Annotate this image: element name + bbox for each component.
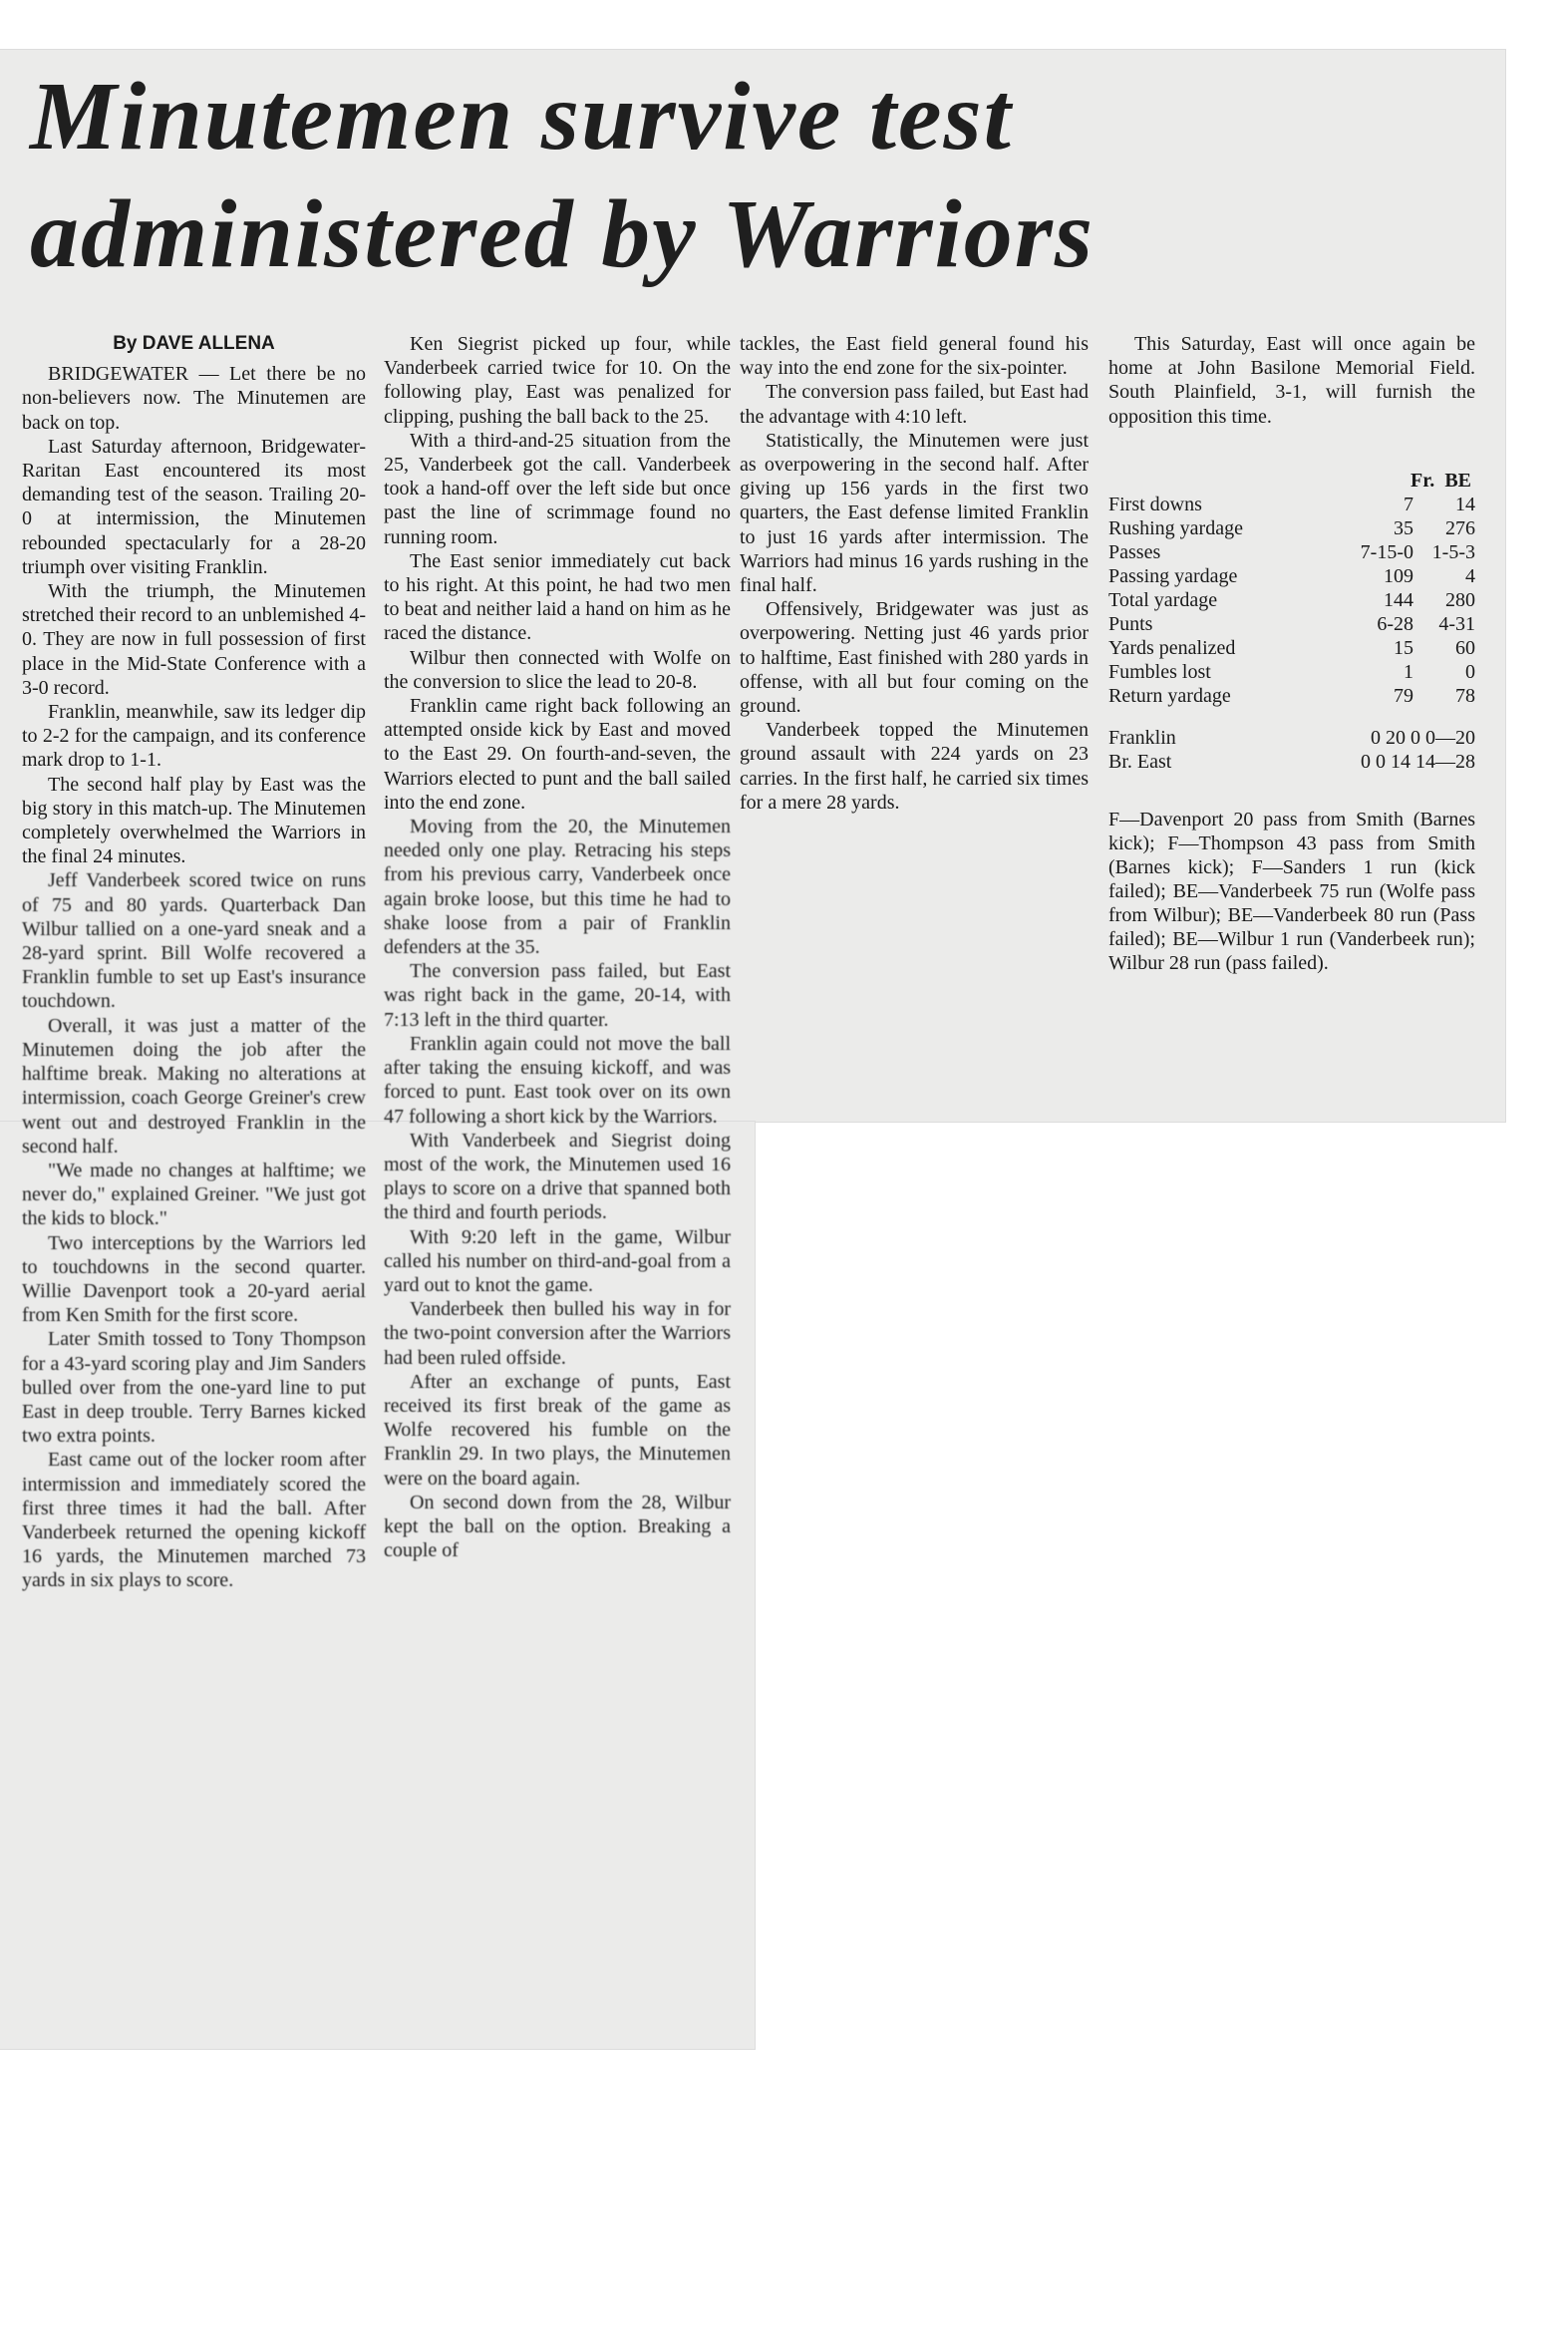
- paragraph: The conversion pass failed, but East was right back in the game, 20-14, with 7:13 left in the third quarter.: [384, 960, 731, 1031]
- paragraph: Franklin again could not move the ball after taking the ensuing kickoff, and was forced to punt. East took over on its own 47 following a short kick by the Warriors.: [384, 1032, 731, 1128]
- stat-row: [1108, 516, 1475, 540]
- linescore-team: Franklin: [1108, 727, 1176, 749]
- article-column-4: [1108, 332, 1475, 429]
- paragraph: The second half play by East was the big story in this match-up. The Minutemen completely overwhelmed the Warriors in the final 24 minutes.: [22, 773, 366, 868]
- paragraph: Vanderbeek then bulled his way in for the two-point conversion after the Warriors had been ruled offside.: [384, 1298, 731, 1369]
- paragraph: BRIDGEWATER — Let there be no non-believers now. The Minutemen are back on top.: [22, 363, 366, 434]
- paragraph: On second down from the 28, Wilbur kept the ball on the option. Breaking a couple of: [384, 1491, 731, 1562]
- paragraph: tackles, the East field general found his way into the end zone for the six-pointer.: [740, 333, 1089, 380]
- paragraph: Franklin, meanwhile, saw its ledger dip to 2-2 for the campaign, and its conference mark drop to 1-1.: [22, 701, 366, 772]
- stat-franklin: 144: [1384, 589, 1413, 611]
- stat-be: 276: [1445, 517, 1475, 539]
- stat-row: [1108, 612, 1475, 636]
- stat-label: Yards penalized: [1108, 637, 1236, 659]
- article-column-1: [22, 332, 366, 1593]
- paragraph: The East senior immediately cut back to his right. At this point, he had two men to beat and neither laid a hand on him as he raced the distance.: [384, 549, 731, 645]
- stat-be: 0: [1465, 661, 1475, 683]
- paragraph: Jeff Vanderbeek scored twice on runs of 75 and 80 yards. Quarterback Dan Wilbur tallied on a one-yard sneak and a 28-yard sprint. Bill Wolfe recovered a Franklin fumble to set up East's insurance touchdown.: [22, 869, 366, 1013]
- stat-row: [1108, 684, 1475, 708]
- linescore-score: 0 20 0 0—20: [1371, 727, 1475, 749]
- stat-franklin: 15: [1394, 637, 1413, 659]
- stat-franklin: 109: [1384, 565, 1413, 587]
- paragraph: After an exchange of punts, East received its first break of the game as Wolfe recovered his fumble on the Franklin 29. In two plays, the Minutemen were on the board again.: [384, 1370, 731, 1490]
- byline: By DAVE ALLENA: [113, 333, 275, 354]
- paragraph: Two interceptions by the Warriors led to touchdowns in the second quarter. Willie Davenport took a 20-yard aerial from Ken Smith for the first score.: [22, 1231, 366, 1327]
- stats-header-franklin: Fr.: [1411, 470, 1435, 492]
- paragraph: Offensively, Bridgewater was just as overpowering. Netting just 46 yards prior to halftime, East finished with 280 yards in offense, with all but four coming on the ground.: [740, 598, 1089, 718]
- paragraph: With a third-and-25 situation from the 25, Vanderbeek got the call. Vanderbeek took a hand-off over the left side but once past the line of scrimmage found no running room.: [384, 429, 731, 548]
- article-column-2: [384, 332, 731, 1562]
- linescore-team: Br. East: [1108, 751, 1172, 773]
- stat-label: Rushing yardage: [1108, 517, 1243, 539]
- stat-franklin: 7: [1404, 494, 1413, 515]
- stat-franklin: 6-28: [1377, 613, 1413, 635]
- stat-franklin: 35: [1394, 517, 1413, 539]
- paragraph: Statistically, the Minutemen were just as overpowering in the second half. After giving up 156 yards in the first two quarters, the East defense limited Franklin to just 16 yards after intermission. The Warriors had minus 16 yards rushing in the final half.: [740, 429, 1089, 597]
- paragraph: Last Saturday afternoon, Bridgewater-Raritan East encountered its most demanding test of the season. Trailing 20-0 at intermission, the Minutemen rebounded spectacularly for a 28-20 triumph over visiting Franklin.: [22, 435, 366, 578]
- stat-row: [1108, 564, 1475, 588]
- stat-label: Fumbles lost: [1108, 661, 1211, 683]
- stat-row: [1108, 588, 1475, 612]
- stat-label: Passing yardage: [1108, 565, 1238, 587]
- paragraph: Later Smith tossed to Tony Thompson for a 43-yard scoring play and Jim Sanders bulled over from the one-yard line to put East in deep trouble. Terry Barnes kicked two extra points.: [22, 1328, 366, 1448]
- stat-be: 1-5-3: [1431, 541, 1475, 563]
- stat-row: [1108, 636, 1475, 660]
- stat-be: 78: [1455, 685, 1475, 707]
- paragraph: With Vanderbeek and Siegrist doing most of the work, the Minutemen used 16 plays to score on a drive that spanned both the third and fourth periods.: [384, 1129, 731, 1224]
- paragraph: Moving from the 20, the Minutemen needed only one play. Retracing his steps from his previous carry, Vanderbeek once again broke loose, but this time he had to shake loose from a pair of Franklin defenders at the 35.: [384, 816, 731, 959]
- stats-header-be: BE: [1444, 470, 1471, 492]
- paragraph: Overall, it was just a matter of the Minutemen doing the job after the halftime break. Making no alterations at intermission, coach George Greiner's crew went out and destroyed Franklin in the second half.: [22, 1014, 366, 1158]
- stat-franklin: 79: [1394, 685, 1413, 707]
- scoring-summary: F—Davenport 20 pass from Smith (Barnes kick); F—Thompson 43 pass from Smith (Barnes kick); F—Sanders 1 run (kick failed); BE—Vanderbeek 75 run (Wolfe pass from Wilbur); BE—Vanderbeek 80 run (Pass failed); BE—Wilbur 1 run (Vanderbeek run); Wilbur 28 run (pass failed).: [1108, 809, 1475, 974]
- paragraph: Ken Siegrist picked up four, while Vanderbeek carried twice for 10. On the following play, East was penalized for clipping, pushing the ball back to the 25.: [384, 333, 731, 428]
- paragraph: "We made no changes at halftime; we never do," explained Greiner. "We just got the kids to block.": [22, 1159, 366, 1230]
- paragraph: With 9:20 left in the game, Wilbur called his number on third-and-goal from a yard out to knot the game.: [384, 1225, 731, 1296]
- article-column-3: [740, 332, 1089, 815]
- stat-row: [1108, 660, 1475, 684]
- stat-be: 4-31: [1438, 613, 1475, 635]
- stat-be: 4: [1465, 565, 1475, 587]
- paragraph: East came out of the locker room after intermission and immediately scored the first three times it had the ball. After Vanderbeek returned the opening kickoff 16 yards, the Minutemen marched 73 yards in six plays to score.: [22, 1449, 366, 1592]
- stat-label: Total yardage: [1108, 589, 1218, 611]
- stat-be: 60: [1455, 637, 1475, 659]
- stat-franklin: 1: [1404, 661, 1413, 683]
- stat-label: Punts: [1108, 613, 1153, 635]
- stat-row: [1108, 540, 1475, 564]
- stat-label: First downs: [1108, 494, 1202, 515]
- linescore-score: 0 0 14 14—28: [1361, 751, 1475, 773]
- paragraph: Wilbur then connected with Wolfe on the conversion to slice the lead to 20-8.: [384, 646, 731, 693]
- game-stats: [1108, 469, 1475, 975]
- paragraph: The conversion pass failed, but East had the advantage with 4:10 left.: [740, 381, 1089, 428]
- linescore-row: [1108, 726, 1475, 750]
- paragraph: With the triumph, the Minutemen stretched their record to an unblemished 4-0. They are now in full possession of first place in the Mid-State Conference with a 3-0 record.: [22, 580, 366, 699]
- paragraph: Vanderbeek topped the Minutemen ground assault with 224 yards on 23 carries. In the first half, he carried six times for a mere 28 yards.: [740, 719, 1089, 814]
- paragraph: Franklin came right back following an attempted onside kick by East and moved to the East 29. On fourth-and-seven, the Warriors elected to punt and the ball sailed into the end zone.: [384, 695, 731, 814]
- headline: Minutemen survive test administered by Warriors: [30, 63, 1096, 288]
- stat-be: 280: [1445, 589, 1475, 611]
- linescore-row: [1108, 750, 1475, 774]
- stat-label: Passes: [1108, 541, 1161, 563]
- stat-franklin: 7-15-0: [1360, 541, 1413, 563]
- stat-label: Return yardage: [1108, 685, 1231, 707]
- stat-row: [1108, 493, 1475, 516]
- stats-header: [1108, 469, 1475, 493]
- stat-be: 14: [1455, 494, 1475, 515]
- paragraph: This Saturday, East will once again be home at John Basilone Memorial Field. South Plainfield, 3-1, will furnish the opposition this time.: [1108, 333, 1475, 428]
